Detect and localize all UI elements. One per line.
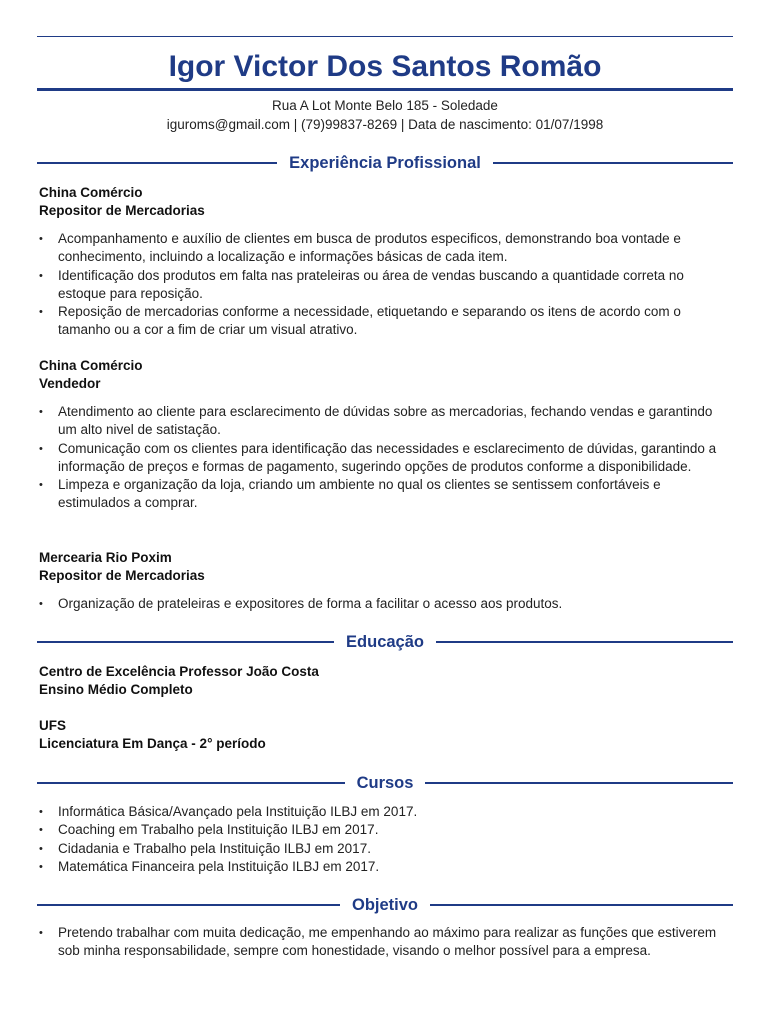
education-degree: Ensino Médio Completo <box>39 682 193 697</box>
job-bullets <box>37 403 733 513</box>
list-item: • Limpeza e organização da loja, criando um ambiente no qual os clientes se sentissem confortáveis e estimulados a comprar. <box>37 476 733 513</box>
section-rule-right <box>436 641 733 643</box>
list-item: • Informática Básica/Avançado pela Instituição ILBJ em 2017. <box>37 803 733 821</box>
job-role: Repositor de Mercadorias <box>39 203 205 218</box>
courses-section-header <box>37 773 733 793</box>
section-rule-right <box>425 782 733 784</box>
education-school: UFS <box>39 718 66 733</box>
list-item: • Atendimento ao cliente para esclarecimento de dúvidas sobre as mercadorias, fechando vendas e garantindo um alto nivel de satistação. <box>37 403 733 440</box>
contact-line: iguroms@gmail.com | (79)99837-8269 | Data de nascimento: 01/07/1998 <box>166 117 604 132</box>
courses-list <box>37 803 733 876</box>
list-item: • Reposição de mercadorias conforme a necessidade, etiquetando e separando os itens de acordo com o tamanho ou a cor a fim de criar um visual atrativo. <box>37 303 733 340</box>
education-section-header <box>37 632 733 652</box>
list-item: • Pretendo trabalhar com muita dedicação, me empenhando ao máximo para realizar as funções que estiverem sob minha responsabilidade, sempre com honestidade, visando o melhor possível para a empresa. <box>37 924 733 961</box>
list-item: • Matemática Financeira pela Instituição ILBJ em 2017. <box>37 858 733 876</box>
address-line: Rua A Lot Monte Belo 185 - Soledade <box>272 98 498 113</box>
experience-section-header <box>37 153 733 173</box>
job-company: China Comércio <box>39 185 143 200</box>
education-title: Educação <box>346 633 424 651</box>
section-rule-left <box>37 162 277 164</box>
section-rule-left <box>37 904 340 906</box>
job-company: China Comércio <box>39 358 143 373</box>
name-divider <box>37 88 733 91</box>
education-school: Centro de Excelência Professor João Costa <box>39 664 319 679</box>
section-rule-left <box>37 641 334 643</box>
job-role: Repositor de Mercadorias <box>39 568 205 583</box>
top-divider <box>37 36 733 37</box>
list-item: • Comunicação com os clientes para identificação das necessidades e esclarecimento de dúvidas, garantindo a informação de preços e formas de pagamento, sugerindo opções de produtos conforme a disponibilidade. <box>37 440 733 477</box>
job-role: Vendedor <box>39 376 101 391</box>
experience-title: Experiência Profissional <box>289 154 481 172</box>
section-rule-right <box>430 904 733 906</box>
objective-list <box>37 924 733 961</box>
job-bullets <box>37 595 733 613</box>
candidate-name: Igor Victor Dos Santos Romão <box>168 50 602 83</box>
courses-title: Cursos <box>356 774 414 792</box>
list-item: • Identificação dos produtos em falta nas prateleiras ou área de vendas buscando a quantidade correta no estoque para reposição. <box>37 267 733 304</box>
list-item: • Organização de prateleiras e expositores de forma a facilitar o acesso aos produtos. <box>37 595 733 613</box>
job-company: Mercearia Rio Poxim <box>39 550 172 565</box>
job-bullets <box>37 230 733 340</box>
education-degree: Licenciatura Em Dança - 2° período <box>39 736 266 751</box>
objective-title: Objetivo <box>352 896 419 914</box>
section-rule-right <box>493 162 733 164</box>
list-item: • Cidadania e Trabalho pela Instituição ILBJ em 2017. <box>37 840 733 858</box>
list-item: • Coaching em Trabalho pela Instituição ILBJ em 2017. <box>37 821 733 839</box>
objective-section-header <box>37 895 733 915</box>
list-item: • Acompanhamento e auxílio de clientes em busca de produtos especificos, demonstrando boa vontade e conhecimento, incluindo a localização e informações básicas de cada item. <box>37 230 733 267</box>
section-rule-left <box>37 782 345 784</box>
